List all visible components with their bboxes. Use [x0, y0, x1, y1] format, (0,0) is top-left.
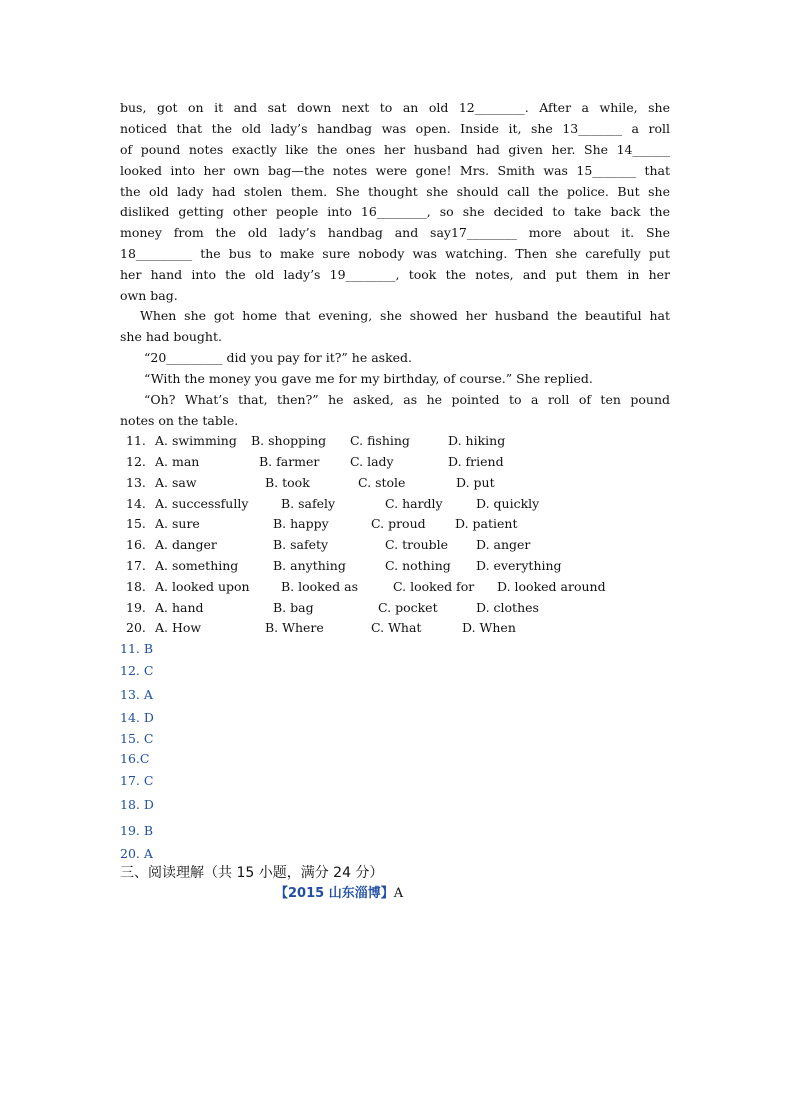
- question-number: 17.: [126, 558, 146, 573]
- option-d: D. quickly: [476, 496, 540, 511]
- option-a: A. danger: [155, 537, 217, 552]
- answer-item: 12. C: [120, 663, 154, 678]
- source-label: [275, 884, 403, 904]
- option-a: A. hand: [155, 600, 204, 615]
- option-b: B. shopping: [251, 433, 327, 448]
- option-b: B. safely: [281, 496, 336, 511]
- passage-line: When she got home that evening, she showed her husband the beautiful hat: [140, 308, 670, 323]
- question-number: 16.: [126, 537, 146, 552]
- option-c: C. looked for: [393, 579, 475, 594]
- option-d: D. put: [456, 475, 495, 490]
- option-b: B. farmer: [259, 454, 320, 469]
- option-a: A. man: [155, 454, 200, 469]
- option-d: D. everything: [476, 558, 562, 573]
- answer-item: 20. A: [120, 846, 153, 861]
- option-d: D. clothes: [476, 600, 539, 615]
- option-b: B. safety: [273, 537, 329, 552]
- answer-item: 11. B: [120, 641, 154, 656]
- passage-line: “Oh? What’s that, then?” he asked, as he pointed to a roll of ten pound: [144, 392, 670, 407]
- answer-item: 14. D: [120, 710, 154, 725]
- option-d: D. friend: [448, 454, 504, 469]
- question-number: 18.: [126, 579, 146, 594]
- option-b: B. looked as: [281, 579, 358, 594]
- question-number: 14.: [126, 496, 146, 511]
- answer-item: 17. C: [120, 773, 154, 788]
- question-number: 19.: [126, 600, 146, 615]
- option-c: C. What: [371, 620, 422, 635]
- option-a: A. saw: [155, 475, 197, 490]
- option-c: C. lady: [350, 454, 394, 469]
- passage-line: looked into her own bag—the notes were gone! Mrs. Smith was 15_______ that: [120, 163, 670, 178]
- passage-line: disliked getting other people into 16________, so she decided to take back the: [120, 204, 670, 219]
- option-c: C. fishing: [350, 433, 410, 448]
- option-a: A. sure: [155, 516, 200, 531]
- answer-item: 16.C: [120, 751, 150, 766]
- section-heading: 三、阅读理解（共 15 小题，满分 24 分）: [120, 865, 384, 881]
- passage-line: “With the money you gave me for my birthday, of course.” She replied.: [144, 371, 593, 386]
- passage-line: money from the old lady’s handbag and say17________ more about it. She: [120, 225, 670, 240]
- question-number: 11.: [126, 433, 146, 448]
- option-d: D. looked around: [497, 579, 606, 594]
- passage-letter: A: [393, 886, 404, 901]
- passage-line: bus, got on it and sat down next to an old 12________. After a while, she: [120, 100, 670, 115]
- passage-line: her hand into the old lady’s 19________, took the notes, and put them in her: [120, 267, 670, 282]
- option-d: D. When: [462, 620, 516, 635]
- option-c: C. nothing: [385, 558, 451, 573]
- option-c: C. trouble: [385, 537, 449, 552]
- option-d: D. patient: [455, 516, 518, 531]
- answer-item: 15. C: [120, 731, 154, 746]
- passage-line: own bag.: [120, 288, 178, 303]
- option-c: C. proud: [371, 516, 426, 531]
- option-c: C. hardly: [385, 496, 443, 511]
- passage-line: noticed that the old lady’s handbag was open. Inside it, she 13_______ a roll: [120, 121, 670, 136]
- option-d: D. hiking: [448, 433, 506, 448]
- option-b: B. bag: [273, 600, 314, 615]
- option-c: C. stole: [358, 475, 406, 490]
- option-a: A. How: [155, 620, 202, 635]
- passage-line: 18_________ the bus to make sure nobody was watching. Then she carefully put: [120, 246, 670, 261]
- option-b: B. Where: [265, 620, 324, 635]
- passage-line: she had bought.: [120, 329, 222, 344]
- passage-line: the old lady had stolen them. She thought she should call the police. But she: [120, 184, 670, 199]
- question-number: 13.: [126, 475, 146, 490]
- option-c: C. pocket: [378, 600, 438, 615]
- option-a: A. swimming: [155, 433, 237, 448]
- answer-item: 19. B: [120, 823, 154, 838]
- passage-line: “20_________ did you pay for it?” he asked.: [144, 350, 413, 365]
- option-b: B. anything: [273, 558, 346, 573]
- option-a: A. something: [155, 558, 239, 573]
- answer-item: 18. D: [120, 797, 154, 812]
- passage-line: notes on the table.: [120, 413, 239, 428]
- passage-line: of pound notes exactly like the ones her husband had given her. She 14______: [120, 142, 670, 157]
- question-number: 15.: [126, 516, 146, 531]
- option-b: B. happy: [273, 516, 329, 531]
- question-number: 20.: [126, 620, 146, 635]
- answer-item: 13. A: [120, 687, 153, 702]
- option-b: B. took: [265, 475, 310, 490]
- source-tag: 【2015 山东淄博】: [275, 886, 394, 901]
- question-number: 12.: [126, 454, 146, 469]
- option-d: D. anger: [476, 537, 531, 552]
- option-a: A. successfully: [155, 496, 249, 511]
- option-a: A. looked upon: [155, 579, 250, 594]
